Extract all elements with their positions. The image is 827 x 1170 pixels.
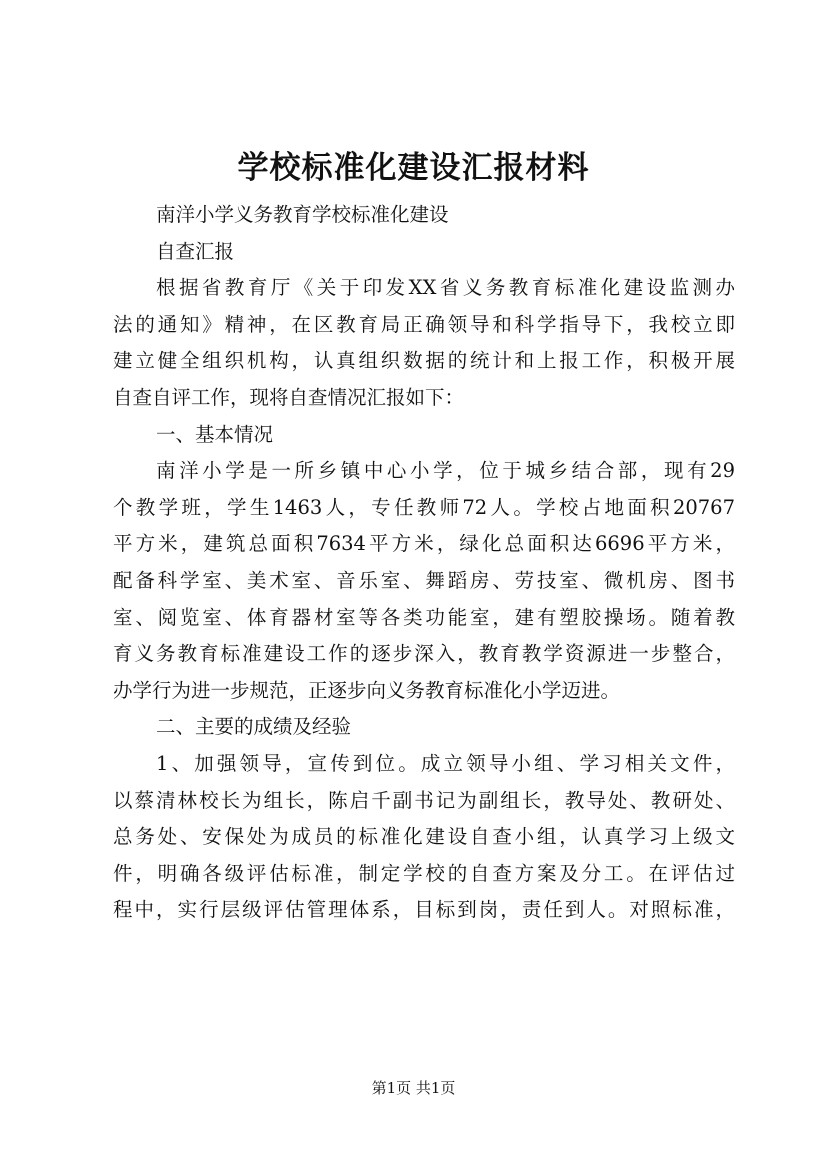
paragraph-line: 建立健全组织机构，认真组织数据的统计和上报工作，积极开展 — [113, 349, 735, 373]
paragraph-line: 配备科学室、美术室、音乐室、舞蹈房、劳技室、微机房、图书 — [113, 568, 735, 592]
paragraph-line: 以蔡清林校长为组长，陈启千副书记为副组长，教导处、教研处、 — [113, 788, 735, 812]
section-heading: 二、主要的成绩及经验 — [156, 715, 352, 739]
page-footer: 第1页 共1页 — [371, 1079, 456, 1097]
paragraph-line: 办学行为进一步规范，正逐步向义务教育标准化小学迈进。 — [113, 678, 621, 702]
paragraph-line: 总务处、安保处为成员的标准化建设自查小组，认真学习上级文 — [113, 825, 735, 849]
document-body — [113, 197, 735, 929]
paragraph-line: 根据省教育厅《关于印发XX省义务教育标准化建设监测办 — [156, 276, 735, 300]
paragraph-line: 南洋小学是一所乡镇中心小学，位于城乡结合部，现有29 — [156, 459, 735, 483]
section-heading: 一、基本情况 — [156, 422, 274, 446]
subtitle-line: 南洋小学义务教育学校标准化建设 — [156, 203, 449, 226]
paragraph-line: 程中，实行层级评估管理体系，目标到岗，责任到人。对照标准， — [113, 898, 735, 922]
paragraph-line: 1、加强领导，宣传到位。成立领导小组、学习相关文件， — [156, 751, 735, 775]
paragraph-line: 平方米，建筑总面积7634平方米，绿化总面积达6696平方米， — [113, 532, 735, 556]
document-title: 学校标准化建设汇报材料 — [237, 150, 590, 186]
paragraph-line: 育义务教育标准建设工作的逐步深入，教育教学资源进一步整合， — [113, 642, 735, 666]
paragraph-line: 件，明确各级评估标准，制定学校的自查方案及分工。在评估过 — [113, 861, 735, 885]
paragraph-line: 自查自评工作，现将自查情况汇报如下： — [113, 385, 465, 409]
subtitle-line: 自查汇报 — [156, 239, 235, 263]
paragraph-line: 室、阅览室、体育器材室等各类功能室，建有塑胶操场。随着教 — [113, 605, 735, 629]
paragraph-line: 法的通知》精神，在区教育局正确领导和科学指导下，我校立即 — [113, 312, 735, 336]
paragraph-line: 个教学班，学生1463人，专任教师72人。学校占地面积20767 — [113, 495, 735, 519]
